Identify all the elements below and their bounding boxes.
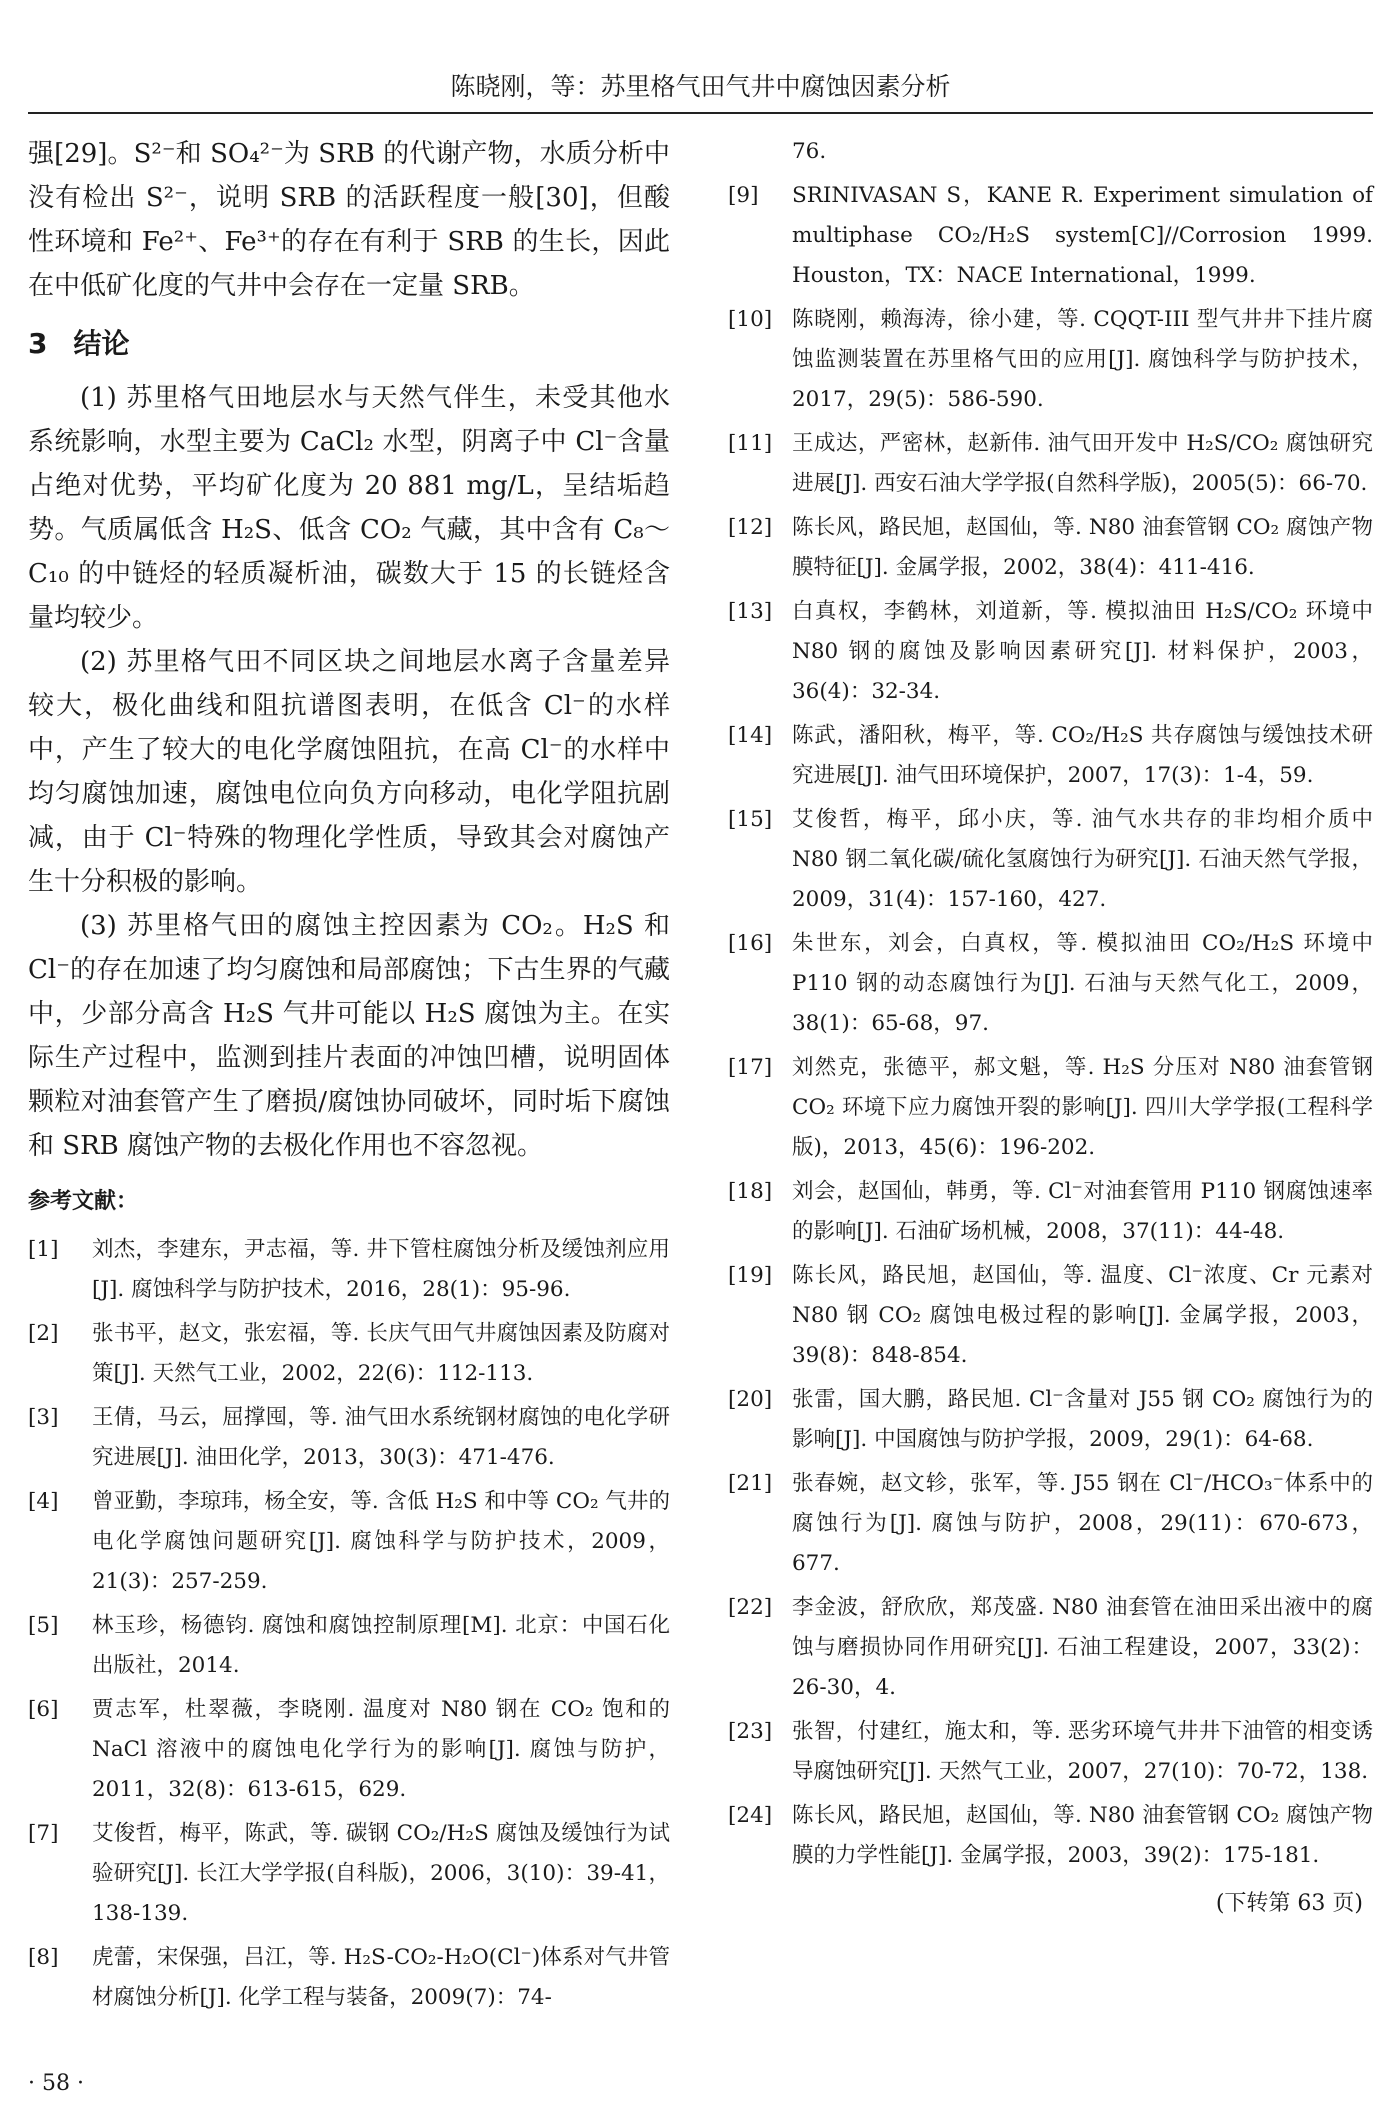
reference-number: [13] (728, 599, 773, 624)
reference-item (728, 1256, 1373, 1376)
reference-text: 曾亚勤，李琼玮，杨全安，等. 含低 H₂S 和中等 CO₂ 气井的电化学腐蚀问题研究[J]. 腐蚀科学与防护技术，2009，21(3)：257-259. (92, 1489, 670, 1594)
reference-number: [24] (728, 1803, 773, 1828)
reference-number: [2] (28, 1321, 59, 1346)
reference-item (728, 1172, 1373, 1252)
conclusion-3: (3) 苏里格气田的腐蚀主控因素为 CO₂。H₂S 和 Cl⁻的存在加速了均匀腐蚀和局部腐蚀；下古生界的气藏中，少部分高含 H₂S 气井可能以 H₂S 腐蚀为主。在实际生产过程中，监测到挂片表面的冲蚀凹槽，说明固体颗粒对油套管产生了磨损/腐蚀协同破坏，同时垢下腐蚀和 SRB 腐蚀产物的去极化作用也不容忽视。 (28, 911, 670, 1161)
right-column (728, 132, 1373, 1926)
header-rule (28, 112, 1373, 114)
references-title: 参考文献： (28, 1189, 139, 1214)
reference-text: 虎蕾，宋保强，吕江，等. H₂S-CO₂-H₂O(Cl⁻)体系对气井管材腐蚀分析[J]. 化学工程与装备，2009(7)：74- (92, 1945, 670, 2010)
reference-item (728, 1464, 1373, 1584)
reference-item (28, 1690, 670, 1810)
reference-text: 张智，付建红，施太和，等. 恶劣环境气井井下油管的相变诱导腐蚀研究[J]. 天然气工业，2007，27(10)：70-72，138. (792, 1719, 1373, 1784)
reference-item (728, 176, 1373, 296)
reference-text: 刘会，赵国仙，韩勇，等. Cl⁻对油套管用 P110 钢腐蚀速率的影响[J]. 石油矿场机械，2008，37(11)：44-48. (792, 1179, 1373, 1244)
reference-number: [15] (728, 807, 773, 832)
reference-number: [18] (728, 1179, 773, 1204)
reference-number: [20] (728, 1387, 773, 1412)
conclusion-2: (2) 苏里格气田不同区块之间地层水离子含量差异较大，极化曲线和阻抗谱图表明，在低含 Cl⁻的水样中，产生了较大的电化学腐蚀阻抗，在高 Cl⁻的水样中均匀腐蚀加速，腐蚀电位向负方向移动，电化学阻抗剧减，由于 Cl⁻特殊的物理化学性质，导致其会对腐蚀产生十分积极的影响。 (28, 647, 670, 897)
reference-text: 76. (792, 139, 827, 164)
reference-number: [10] (728, 307, 773, 332)
left-column (28, 132, 670, 2022)
reference-item (28, 1938, 670, 2018)
reference-item (728, 132, 1373, 172)
reference-text: 王倩，马云，屈撑囤，等. 油气田水系统钢材腐蚀的电化学研究进展[J]. 油田化学，2013，30(3)：471-476. (92, 1405, 670, 1470)
reference-number: [7] (28, 1821, 59, 1846)
reference-text: 刘杰，李建东，尹志福，等. 井下管柱腐蚀分析及缓蚀剂应用[J]. 腐蚀科学与防护技术，2016，28(1)：95-96. (92, 1237, 670, 1302)
reference-text: 张春婉，赵文轸，张军，等. J55 钢在 Cl⁻/HCO₃⁻体系中的腐蚀行为[J]. 腐蚀与防护，2008，29(11)：670-673，677. (792, 1471, 1373, 1576)
reference-item (728, 592, 1373, 712)
reference-item (28, 1482, 670, 1602)
reference-item (728, 1048, 1373, 1168)
reference-item (28, 1398, 670, 1478)
reference-number: [1] (28, 1237, 59, 1262)
reference-text: 陈武，潘阳秋，梅平，等. CO₂/H₂S 共存腐蚀与缓蚀技术研究进展[J]. 油气田环境保护，2007，17(3)：1-4，59. (792, 723, 1373, 788)
reference-text: 朱世东，刘会，白真权，等. 模拟油田 CO₂/H₂S 环境中 P110 钢的动态腐蚀行为[J]. 石油与天然气化工，2009，38(1)：65-68，97. (792, 931, 1373, 1036)
reference-number: [3] (28, 1405, 59, 1430)
reference-number: [12] (728, 515, 773, 540)
reference-item (728, 800, 1373, 920)
section-heading (28, 314, 670, 374)
reference-item (28, 1230, 670, 1310)
reference-item (728, 424, 1373, 504)
reference-item (28, 1814, 670, 1934)
reference-text: 林玉珍，杨德钧. 腐蚀和腐蚀控制原理[M]. 北京：中国石化出版社，2014. (92, 1613, 670, 1678)
continued-note: (下转第 63 页) (1215, 1891, 1363, 1916)
reference-item (28, 1606, 670, 1686)
reference-item (728, 300, 1373, 420)
reference-item (728, 924, 1373, 1044)
reference-number: [16] (728, 931, 773, 956)
reference-number: [22] (728, 1595, 773, 1620)
page-number: · 58 · (28, 2071, 84, 2096)
reference-text: 李金波，舒欣欣，郑茂盛. N80 油套管在油田采出液中的腐蚀与磨损协同作用研究[J]. 石油工程建设，2007，33(2)：26-30，4. (792, 1595, 1373, 1700)
reference-text: 陈长风，路民旭，赵国仙，等. N80 油套管钢 CO₂ 腐蚀产物膜的力学性能[J]. 金属学报，2003，39(2)：175-181. (792, 1803, 1373, 1868)
reference-number: [19] (728, 1263, 773, 1288)
reference-item (728, 508, 1373, 588)
reference-item (728, 716, 1373, 796)
references-list-left (28, 1230, 670, 2018)
reference-text: 贾志军，杜翠薇，李晓刚. 温度对 N80 钢在 CO₂ 饱和的 NaCl 溶液中的腐蚀电化学行为的影响[J]. 腐蚀与防护，2011，32(8)：613-615，629. (92, 1697, 670, 1802)
reference-text: 刘然克，张德平，郝文魁，等. H₂S 分压对 N80 油套管钢 CO₂ 环境下应力腐蚀开裂的影响[J]. 四川大学学报(工程科学版)，2013，45(6)：196-202. (792, 1055, 1373, 1160)
reference-number: [8] (28, 1945, 59, 1970)
references-list-right (728, 132, 1373, 1876)
section-number: 3 (28, 327, 48, 360)
section-title: 结论 (73, 327, 130, 360)
reference-text: 陈长风，路民旭，赵国仙，等. N80 油套管钢 CO₂ 腐蚀产物膜特征[J]. 金属学报，2002，38(4)：411-416. (792, 515, 1373, 580)
reference-text: 艾俊哲，梅平，邱小庆，等. 油气水共存的非均相介质中 N80 钢二氧化碳/硫化氢腐蚀行为研究[J]. 石油天然气学报，2009，31(4)：157-160，427. (792, 807, 1373, 912)
reference-text: 张书平，赵文，张宏福，等. 长庆气田气井腐蚀因素及防腐对策[J]. 天然气工业，2002，22(6)：112-113. (92, 1321, 670, 1386)
reference-number: [23] (728, 1719, 773, 1744)
reference-number: [11] (728, 431, 773, 456)
reference-number: [4] (28, 1489, 59, 1514)
reference-item (728, 1380, 1373, 1460)
running-header: 陈晓刚，等：苏里格气田气井中腐蚀因素分析 (450, 72, 951, 101)
reference-item (728, 1712, 1373, 1792)
reference-number: [21] (728, 1471, 773, 1496)
reference-item (728, 1588, 1373, 1708)
reference-text: 张雷，国大鹏，路民旭. Cl⁻含量对 J55 钢 CO₂ 腐蚀行为的影响[J]. 中国腐蚀与防护学报，2009，29(1)：64-68. (792, 1387, 1373, 1452)
reference-text: 陈晓刚，赖海涛，徐小建，等. CQQT-III 型气井井下挂片腐蚀监测装置在苏里格气田的应用[J]. 腐蚀科学与防护技术，2017，29(5)：586-590. (792, 307, 1373, 412)
reference-item (728, 1796, 1373, 1876)
intro-paragraph: 强[29]。S²⁻和 SO₄²⁻为 SRB 的代谢产物，水质分析中没有检出 S²⁻，说明 SRB 的活跃程度一般[30]，但酸性环境和 Fe²⁺、Fe³⁺的存在有利于 SRB 的生长，因此在中低矿化度的气井中会存在一定量 SRB。 (28, 139, 670, 301)
reference-text: 王成达，严密林，赵新伟. 油气田开发中 H₂S/CO₂ 腐蚀研究进展[J]. 西安石油大学学报(自然科学版)，2005(5)：66-70. (792, 431, 1373, 496)
conclusion-1: (1) 苏里格气田地层水与天然气伴生，未受其他水系统影响，水型主要为 CaCl₂ 水型，阴离子中 Cl⁻含量占绝对优势，平均矿化度为 20 881 mg/L，呈结垢趋势。气质属低含 H₂S、低含 CO₂ 气藏，其中含有 C₈～C₁₀ 的中链烃的轻质凝析油，碳数大于 15 的长链烃含量均较少。 (28, 383, 670, 633)
reference-number: [9] (728, 183, 759, 208)
reference-text: 艾俊哲，梅平，陈武，等. 碳钢 CO₂/H₂S 腐蚀及缓蚀行为试验研究[J]. 长江大学学报(自科版)，2006，3(10)：39-41，138-139. (92, 1821, 670, 1926)
reference-number: [5] (28, 1613, 59, 1638)
reference-text: 陈长风，路民旭，赵国仙，等. 温度、Cl⁻浓度、Cr 元素对 N80 钢 CO₂ 腐蚀电极过程的影响[J]. 金属学报，2003，39(8)：848-854. (792, 1263, 1373, 1368)
reference-number: [14] (728, 723, 773, 748)
reference-text: SRINIVASAN S，KANE R. Experiment simulation of multiphase CO₂/H₂S system[C]//Corrosion 1999. Houston，TX：NACE International，1999. (792, 183, 1373, 288)
reference-number: [6] (28, 1697, 59, 1722)
reference-number: [17] (728, 1055, 773, 1080)
reference-text: 白真权，李鹤林，刘道新，等. 模拟油田 H₂S/CO₂ 环境中 N80 钢的腐蚀及影响因素研究[J]. 材料保护，2003，36(4)：32-34. (792, 599, 1373, 704)
reference-item (28, 1314, 670, 1394)
